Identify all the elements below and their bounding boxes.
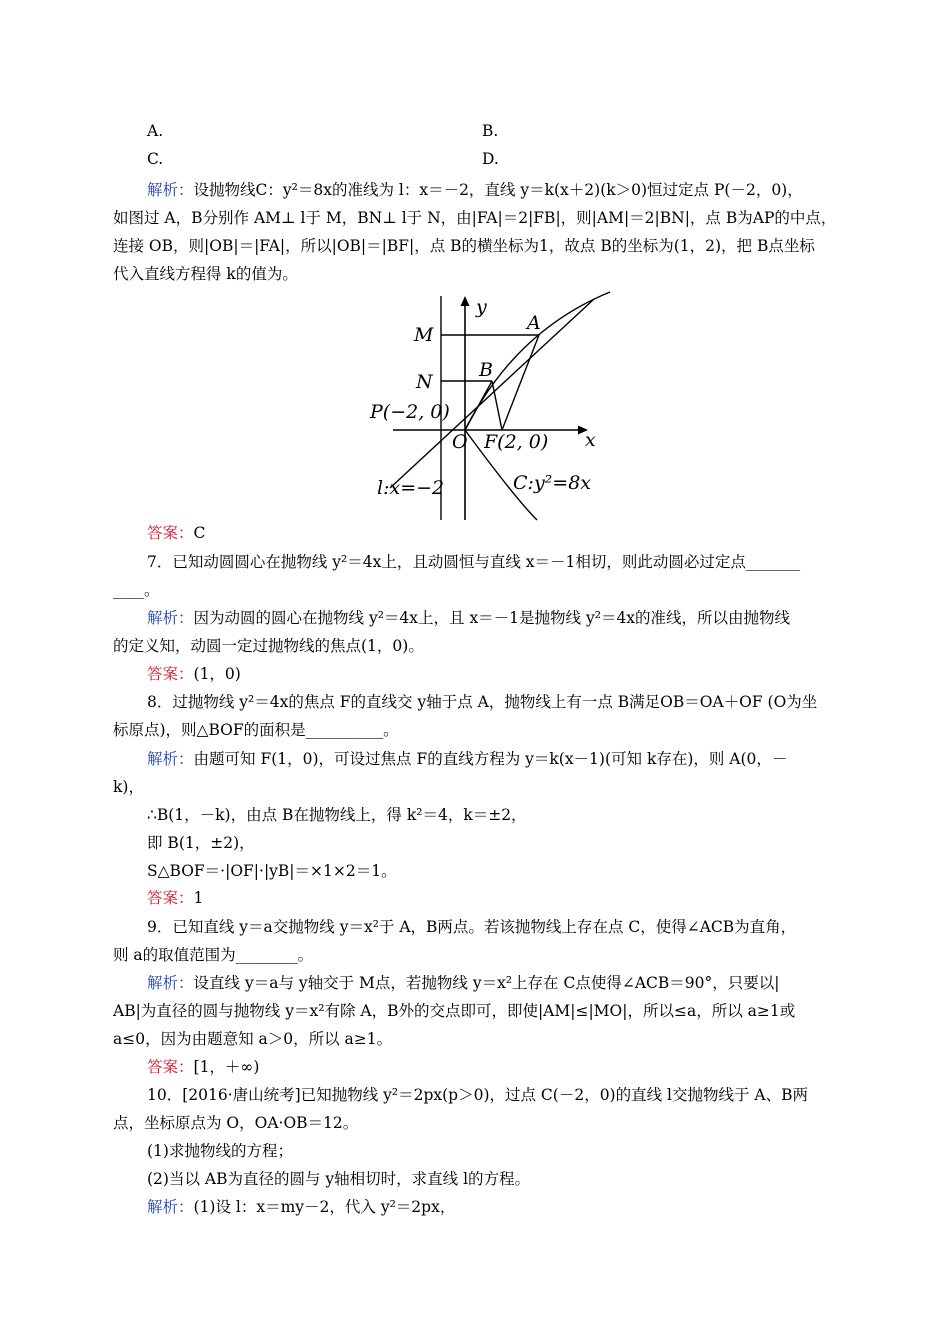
q10-part-2: (2)当以 AB为直径的圆与 y轴相切时，求直线 l的方程。 (147, 1170, 531, 1188)
analysis-label: 解析： (147, 750, 194, 768)
q10-analysis-line-1: 解析：(1)设 l：x＝my－2，代入 y²＝2px， (147, 1198, 456, 1216)
answer-label: 答案： (147, 524, 194, 542)
option-c: C. (147, 150, 164, 168)
label-directrix: l:x=−2 (377, 477, 445, 499)
q10-question-line-1: 10．[2016·唐山统考]已知抛物线 y²＝2px(p＞0)，过点 C(－2，0)的直线 l交抛物线于 A、B两 (147, 1086, 808, 1104)
segment-ob (465, 381, 492, 430)
label-p: P(−2, 0) (370, 401, 450, 423)
segment-fa (502, 335, 539, 430)
q9-answer: 答案：[1，＋∞) (147, 1058, 260, 1076)
q8-question-line-1: 8．过抛物线 y²＝4x的焦点 F的直线交 y轴于点 A，抛物线上有一点 B满足OB＝OA＋OF (O为坐 (147, 693, 818, 711)
q8-analysis-line-2: k)， (113, 778, 144, 796)
q7-answer: 答案：(1，0) (147, 665, 241, 683)
parabola-figure (355, 288, 625, 524)
label-curve: C:y²=8x (513, 472, 592, 494)
q8-step-3: S△BOF＝·|OF|·|yB|＝×1×2＝1。 (147, 862, 397, 880)
label-m: M (414, 324, 434, 346)
analysis-label: 解析： (147, 181, 194, 199)
q8-question-line-2: 标原点)，则△BOF的面积是__________。 (113, 721, 399, 739)
q8-step-2: 即 B(1，±2)， (147, 834, 255, 852)
q6-answer: 答案：C (147, 524, 206, 542)
q9-analysis-line-3: a≤0，因为由题意知 a＞0，所以 a≥1。 (113, 1030, 393, 1048)
q9-question-line-1: 9．已知直线 y＝a交抛物线 y＝x²于 A，B两点。若该抛物线上存在点 C，使得∠ACB为直角， (147, 918, 797, 936)
q7-question-line-1: 7．已知动圆圆心在抛物线 y²＝4x上，且动圆恒与直线 x＝－1相切，则此动圆必过定点_______ (147, 553, 801, 571)
q8-step-1: ∴B(1，－k)，由点 B在抛物线上，得 k²＝4，k＝±2， (147, 806, 527, 824)
label-o: O (452, 431, 468, 453)
q8-analysis-line-1: 解析：由题可知 F(1，0)，可设过焦点 F的直线方程为 y＝k(x－1)(可知 k存在)，则 A(0，－ (147, 750, 788, 768)
label-a: A (527, 312, 541, 334)
option-a: A. (147, 122, 164, 140)
q7-analysis-line-2: 的定义知，动圆一定过抛物线的焦点(1，0)。 (113, 637, 424, 655)
answer-label: 答案： (147, 665, 194, 683)
q9-analysis-line-1: 解析：设直线 y＝a与 y轴交于 M点，若抛物线 y＝x²上存在 C点使得∠ACB＝90°，只要以| (147, 974, 780, 992)
q9-question-line-2: 则 a的取值范围为________。 (113, 946, 314, 964)
q8-answer: 答案：1 (147, 889, 204, 907)
analysis-label: 解析： (147, 609, 194, 627)
label-f: F(2, 0) (484, 431, 549, 453)
label-n: N (416, 371, 433, 393)
y-axis-arrow (461, 296, 470, 306)
option-b: B. (482, 122, 499, 140)
option-d: D. (482, 150, 499, 168)
q6-analysis-line-4: 代入直线方程得 k的值为。 (113, 265, 298, 283)
q7-analysis-line-1: 解析：因为动圆的圆心在抛物线 y²＝4x上，且 x＝－1是抛物线 y²＝4x的准线，所以由抛物线 (147, 609, 791, 627)
q6-analysis-line-1: 解析：设抛物线C：y²＝8x的准线为 l：x＝－2，直线 y＝k(x＋2)(k＞0)恒过定点 P(－2，0)， (147, 181, 803, 199)
q7-question-line-2: ____。 (113, 581, 160, 599)
q9-analysis-line-2: AB|为直径的圆与抛物线 y＝x²有除 A，B外的交点即可，即使|AM|≤|MO|，所以≤a，所以 a≥1或 (113, 1002, 796, 1020)
q6-analysis-line-3: 连接 OB，则|OB|＝|FA|，所以|OB|＝|BF|，点 B的横坐标为1，故点 B的坐标为(1，2)，把 B点坐标 (113, 237, 815, 255)
answer-label: 答案： (147, 1058, 194, 1076)
q10-part-1: (1)求抛物线的方程； (147, 1142, 293, 1160)
analysis-label: 解析： (147, 1198, 194, 1216)
q10-question-line-2: 点，坐标原点为 O，OA·OB＝12。 (113, 1114, 359, 1132)
q6-analysis-line-2: 如图过 A，B分别作 AM⊥ l于 M，BN⊥ l于 N，由|FA|＝2|FB|，则|AM|＝2|BN|，点 B为AP的中点， (113, 209, 837, 227)
answer-label: 答案： (147, 889, 194, 907)
label-x: x (585, 429, 596, 451)
label-y: y (476, 296, 487, 318)
label-b: B (479, 359, 493, 381)
analysis-label: 解析： (147, 974, 194, 992)
